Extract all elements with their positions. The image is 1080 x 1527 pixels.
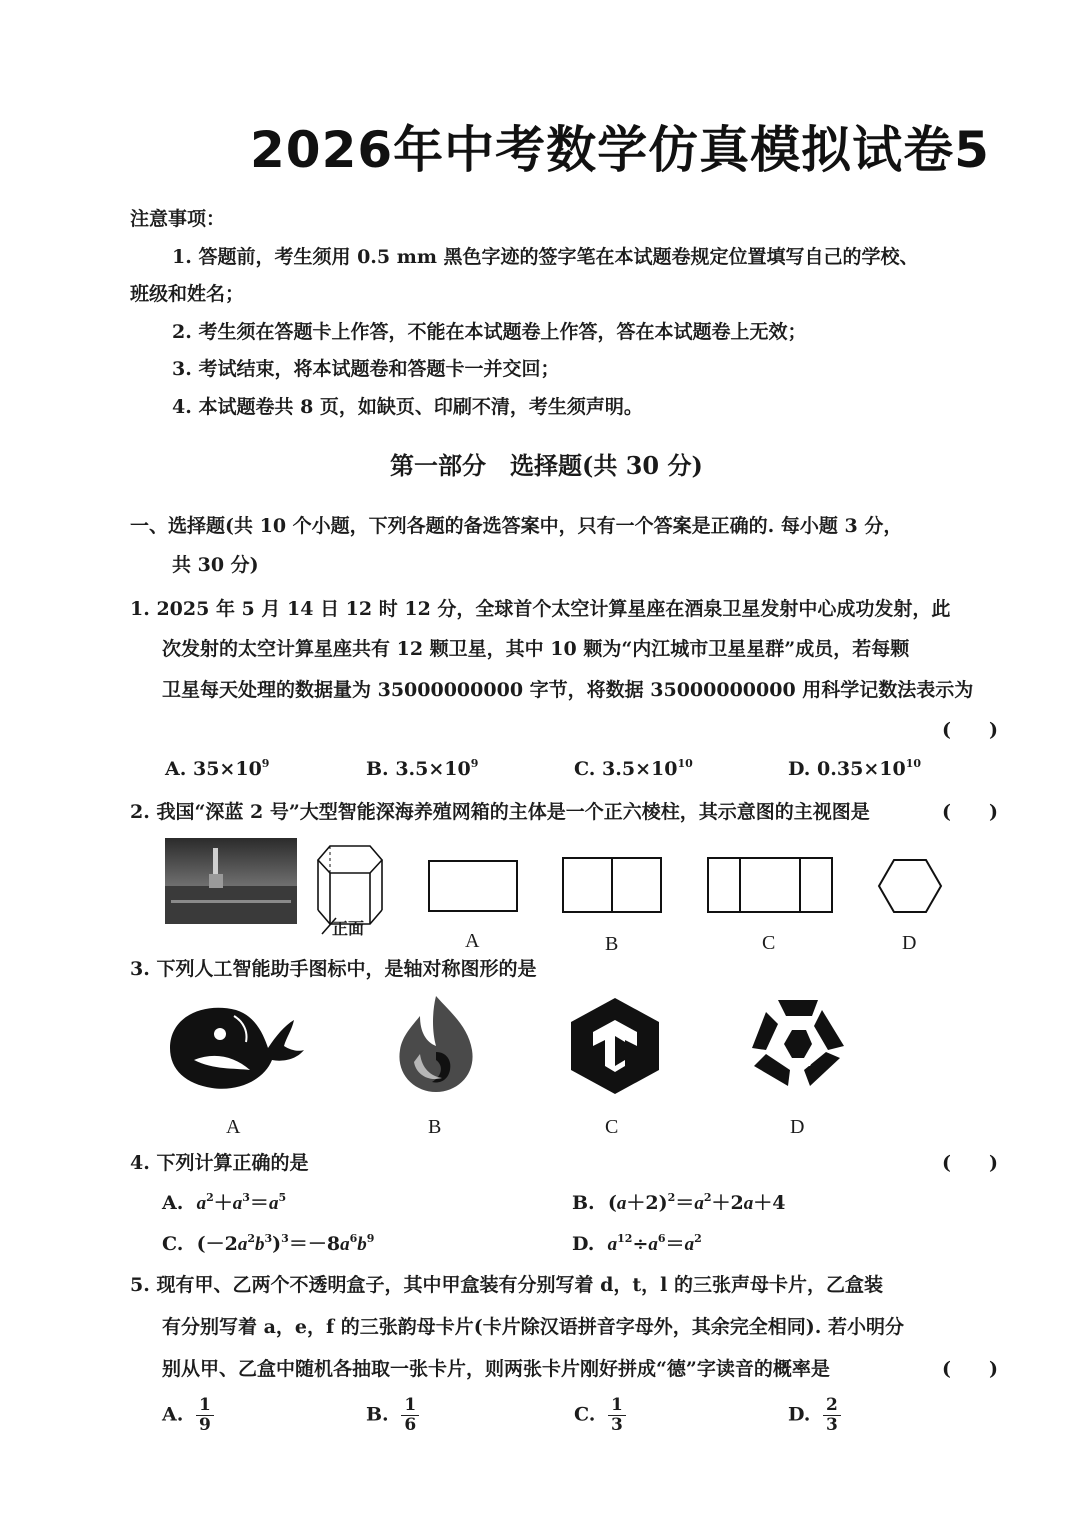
q5-line-3: 别从甲、乙盒中随机各抽取一张卡片，则两张卡片刚好拼成“德”字读音的概率是 xyxy=(162,1358,830,1380)
q1-line-2: 次发射的太空计算星座共有 12 颗卫星，其中 10 颗为“内江城市卫星星群”成员，若每颗 xyxy=(162,638,910,660)
q4-option-c: C. $(-2a^2b^3)^3=-8a^6b^9$ xyxy=(162,1232,375,1255)
q5-option-c: C. $\frac{1}{3}$ xyxy=(574,1396,626,1435)
q2-option-b-label: B xyxy=(605,933,619,955)
whale-logo-icon xyxy=(164,996,308,1092)
notice-item-3: 3. 考试结束，将本试题卷和答题卡一并交回； xyxy=(172,358,560,380)
q1-line-1: 1. 2025 年 5 月 14 日 12 时 12 分，全球首个太空计算星座在酒泉卫星发射中心成功发射，此 xyxy=(130,598,951,620)
q2-text: 2. 我国“深蓝 2 号”大型智能深海养殖网箱的主体是一个正六棱柱，其示意图的主视图是 xyxy=(130,801,870,823)
q3-option-d-label: D xyxy=(790,1116,805,1138)
q1-option-b: B. $3.5\times 10^9$ xyxy=(366,757,479,780)
q4-option-b: B. $(a+2)^2=a^2+2a+4$ xyxy=(572,1191,786,1214)
q4-option-d: D. $a^{12}\div a^6=a^2$ xyxy=(572,1232,702,1255)
q4-answer-paren: ( ) xyxy=(942,1152,998,1174)
q2-option-d-figure xyxy=(877,858,943,914)
notice-item-1-cont: 班级和姓名； xyxy=(130,283,245,305)
q2-option-b-figure xyxy=(562,857,662,913)
section-instruction: 一、选择题(共 10 个小题，下列各题的备选答案中，只有一个答案是正确的. 每小题 3 分， xyxy=(130,515,903,537)
q3-option-b-label: B xyxy=(428,1116,442,1138)
q2-option-c-label: C xyxy=(762,932,776,954)
q1-option-c: C. $3.5\times 10^{10}$ xyxy=(574,757,693,780)
q1-option-a: A. $35\times 10^9$ xyxy=(165,757,270,780)
q5-line-1: 5. 现有甲、乙两个不透明盒子，其中甲盒装有分别写着 d，t，l 的三张声母卡片，乙盒装 xyxy=(130,1274,883,1296)
q1-line-3: 卫星每天处理的数据量为 35000000000 字节，将数据 35000000000 用科学记数法表示为 xyxy=(162,679,974,701)
q2-option-d-label: D xyxy=(902,932,917,954)
q5-line-2: 有分别写着 a，e，f 的三张韵母卡片(卡片除汉语拼音字母外，其余完全相同). 若小明分 xyxy=(162,1316,905,1338)
q5-answer-paren: ( ) xyxy=(942,1358,998,1380)
notice-heading: 注意事项： xyxy=(130,208,226,230)
front-view-label: 正面 xyxy=(332,919,365,938)
q1-answer-paren: ( ) xyxy=(942,719,998,741)
q4-text: 4. 下列计算正确的是 xyxy=(130,1152,309,1174)
notice-item-1: 1. 答题前，考生须用 0.5 mm 黑色字迹的签字笔在本试题卷规定位置填写自己的学校、 xyxy=(172,246,919,268)
notice-item-4: 4. 本试题卷共 8 页，如缺页、印刷不清，考生须声明。 xyxy=(172,396,643,418)
q2-option-c-figure xyxy=(707,857,833,913)
net-cage-photo xyxy=(165,838,297,924)
q3-text: 3. 下列人工智能助手图标中，是轴对称图形的是 xyxy=(130,958,537,980)
q2-option-a-label: A xyxy=(465,930,480,952)
q5-option-a: A. $\frac{1}{9}$ xyxy=(162,1396,214,1435)
q1-option-d: D. $0.35\times 10^{10}$ xyxy=(788,757,921,780)
section-instruction-cont: 共 30 分) xyxy=(172,554,259,576)
q2-answer-paren: ( ) xyxy=(942,801,998,823)
q5-option-b: B. $\frac{1}{6}$ xyxy=(366,1396,419,1435)
page-title: 2026年中考数学仿真模拟试卷5 xyxy=(250,121,990,179)
hex-cube-logo-icon xyxy=(569,996,661,1096)
q3-option-a-label: A xyxy=(226,1116,241,1138)
notice-item-2: 2. 考生须在答题卡上作答，不能在本试题卷上作答，答在本试题卷上无效； xyxy=(172,321,807,343)
q5-option-d: D. $\frac{2}{3}$ xyxy=(788,1396,841,1435)
q4-option-a: A. $a^2+a^3=a^5$ xyxy=(162,1191,287,1214)
q2-option-a-figure xyxy=(428,860,518,912)
star-knot-logo-icon xyxy=(748,996,848,1088)
q3-option-c-label: C xyxy=(605,1116,619,1138)
part-heading: 第一部分 选择题(共 30 分) xyxy=(390,451,703,480)
flame-logo-icon xyxy=(392,994,480,1094)
